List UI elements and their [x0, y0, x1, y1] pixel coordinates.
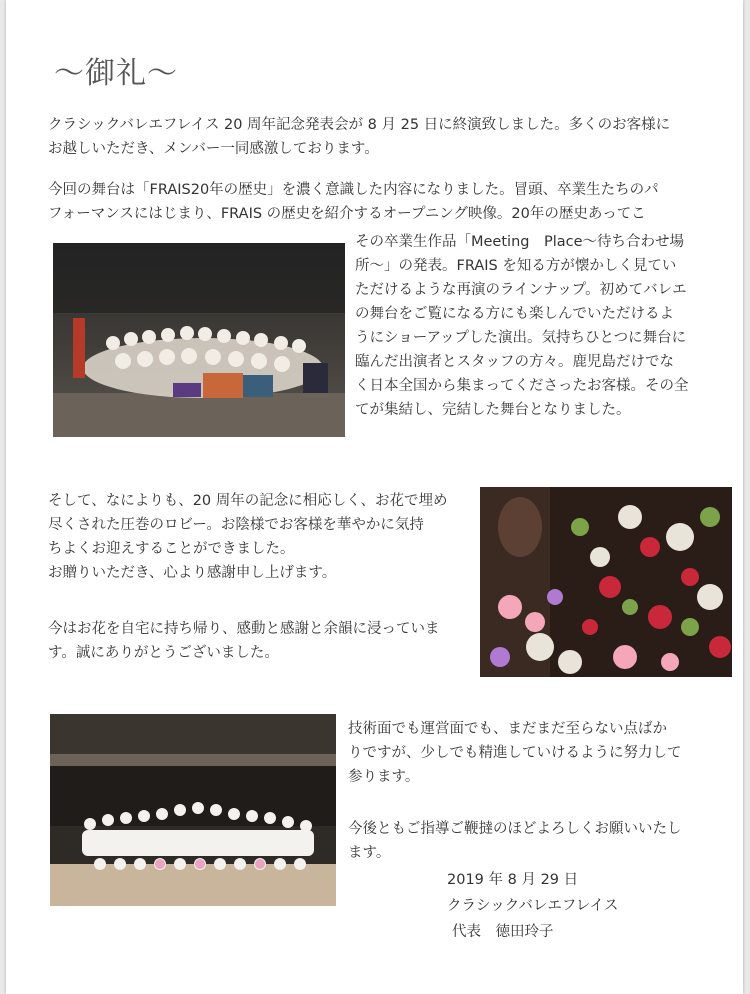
text-line: てが集結し、完結した舞台となりました。: [355, 402, 631, 418]
text-line: クラシックバレエフレイス 20 周年記念発表会が 8 月 25 日に終演致しました。多くのお客様に: [48, 117, 671, 133]
page: [6, 0, 743, 994]
stage-group-photo: [53, 243, 345, 437]
section3b-paragraph: [348, 817, 682, 865]
text-line: お越しいただき、メンバー一同感激しております。: [48, 141, 379, 157]
text-line: うにショーアップした演出。気持ちひとつに舞台に: [355, 330, 687, 346]
text-line: 今はお花を自宅に持ち帰り、感動と感謝と余韻に浸っていま: [48, 621, 440, 637]
text-line: 尽くされた圧巻のロビー。お陰様でお客様を華やかに気持: [48, 517, 424, 533]
text-line: 所～」の発表。FRAIS を知る方が懐かしく見てい: [355, 258, 677, 274]
signature-block: [447, 867, 618, 945]
text-line: す。誠にありがとうございました。: [48, 645, 279, 661]
text-line: りですが、少しでも精進していけるように努力して: [348, 745, 682, 761]
intro-paragraph: [48, 113, 670, 161]
text-line: 臨んだ出演者とスタッフの方々。鹿児島だけでな: [355, 354, 674, 370]
text-line: その卒業生作品「Meeting Place～待ち合わせ場: [355, 234, 685, 250]
text-line: ます。: [348, 845, 391, 861]
rehearsal-group-photo: [50, 714, 336, 906]
text-line: 参ります。: [348, 769, 420, 785]
section2-paragraph: [48, 489, 447, 585]
text-line: の舞台をご覧になる方にも楽しんでいただけるよ: [355, 306, 674, 322]
text-line: ちよくお迎えすることができました。: [48, 541, 295, 557]
lobby-flowers-photo: [480, 487, 732, 677]
signature-org: クラシックバレエフレイス: [447, 898, 619, 914]
section3-paragraph: [348, 717, 682, 789]
text-line: く日本全国から集まってくださったお客様。その全: [355, 378, 689, 394]
signature-date: 2019 年 8 月 29 日: [447, 872, 579, 888]
signature-rep: 代表 徳田玲子: [452, 924, 554, 940]
section2b-paragraph: [48, 617, 440, 665]
text-line: 今後ともご指導ご鞭撻のほどよろしくお願いいたし: [348, 821, 682, 837]
text-line: お贈りいただき、心より感謝申し上げます。: [48, 565, 337, 581]
text-line: 今回の舞台は「FRAIS20年の歴史」を濃く意識した内容になりました。冒頭、卒業生たちのパ: [48, 182, 659, 198]
text-line: フォーマンスにはじまり、FRAIS の歴史を紹介するオープニング映像。20年の歴史あってこ: [48, 206, 646, 222]
section1-paragraph-side: [355, 230, 689, 422]
page-title: ～御礼～: [54, 56, 178, 91]
section1-paragraph-top: [48, 178, 659, 226]
text-line: そして、なによりも、20 周年の記念に相応しく、お花で埋め: [48, 493, 448, 509]
text-line: 技術面でも運営面でも、まだまだ至らない点ばか: [348, 721, 667, 737]
text-line: ただけるような再演のラインナップ。初めてバレエ: [355, 282, 687, 298]
